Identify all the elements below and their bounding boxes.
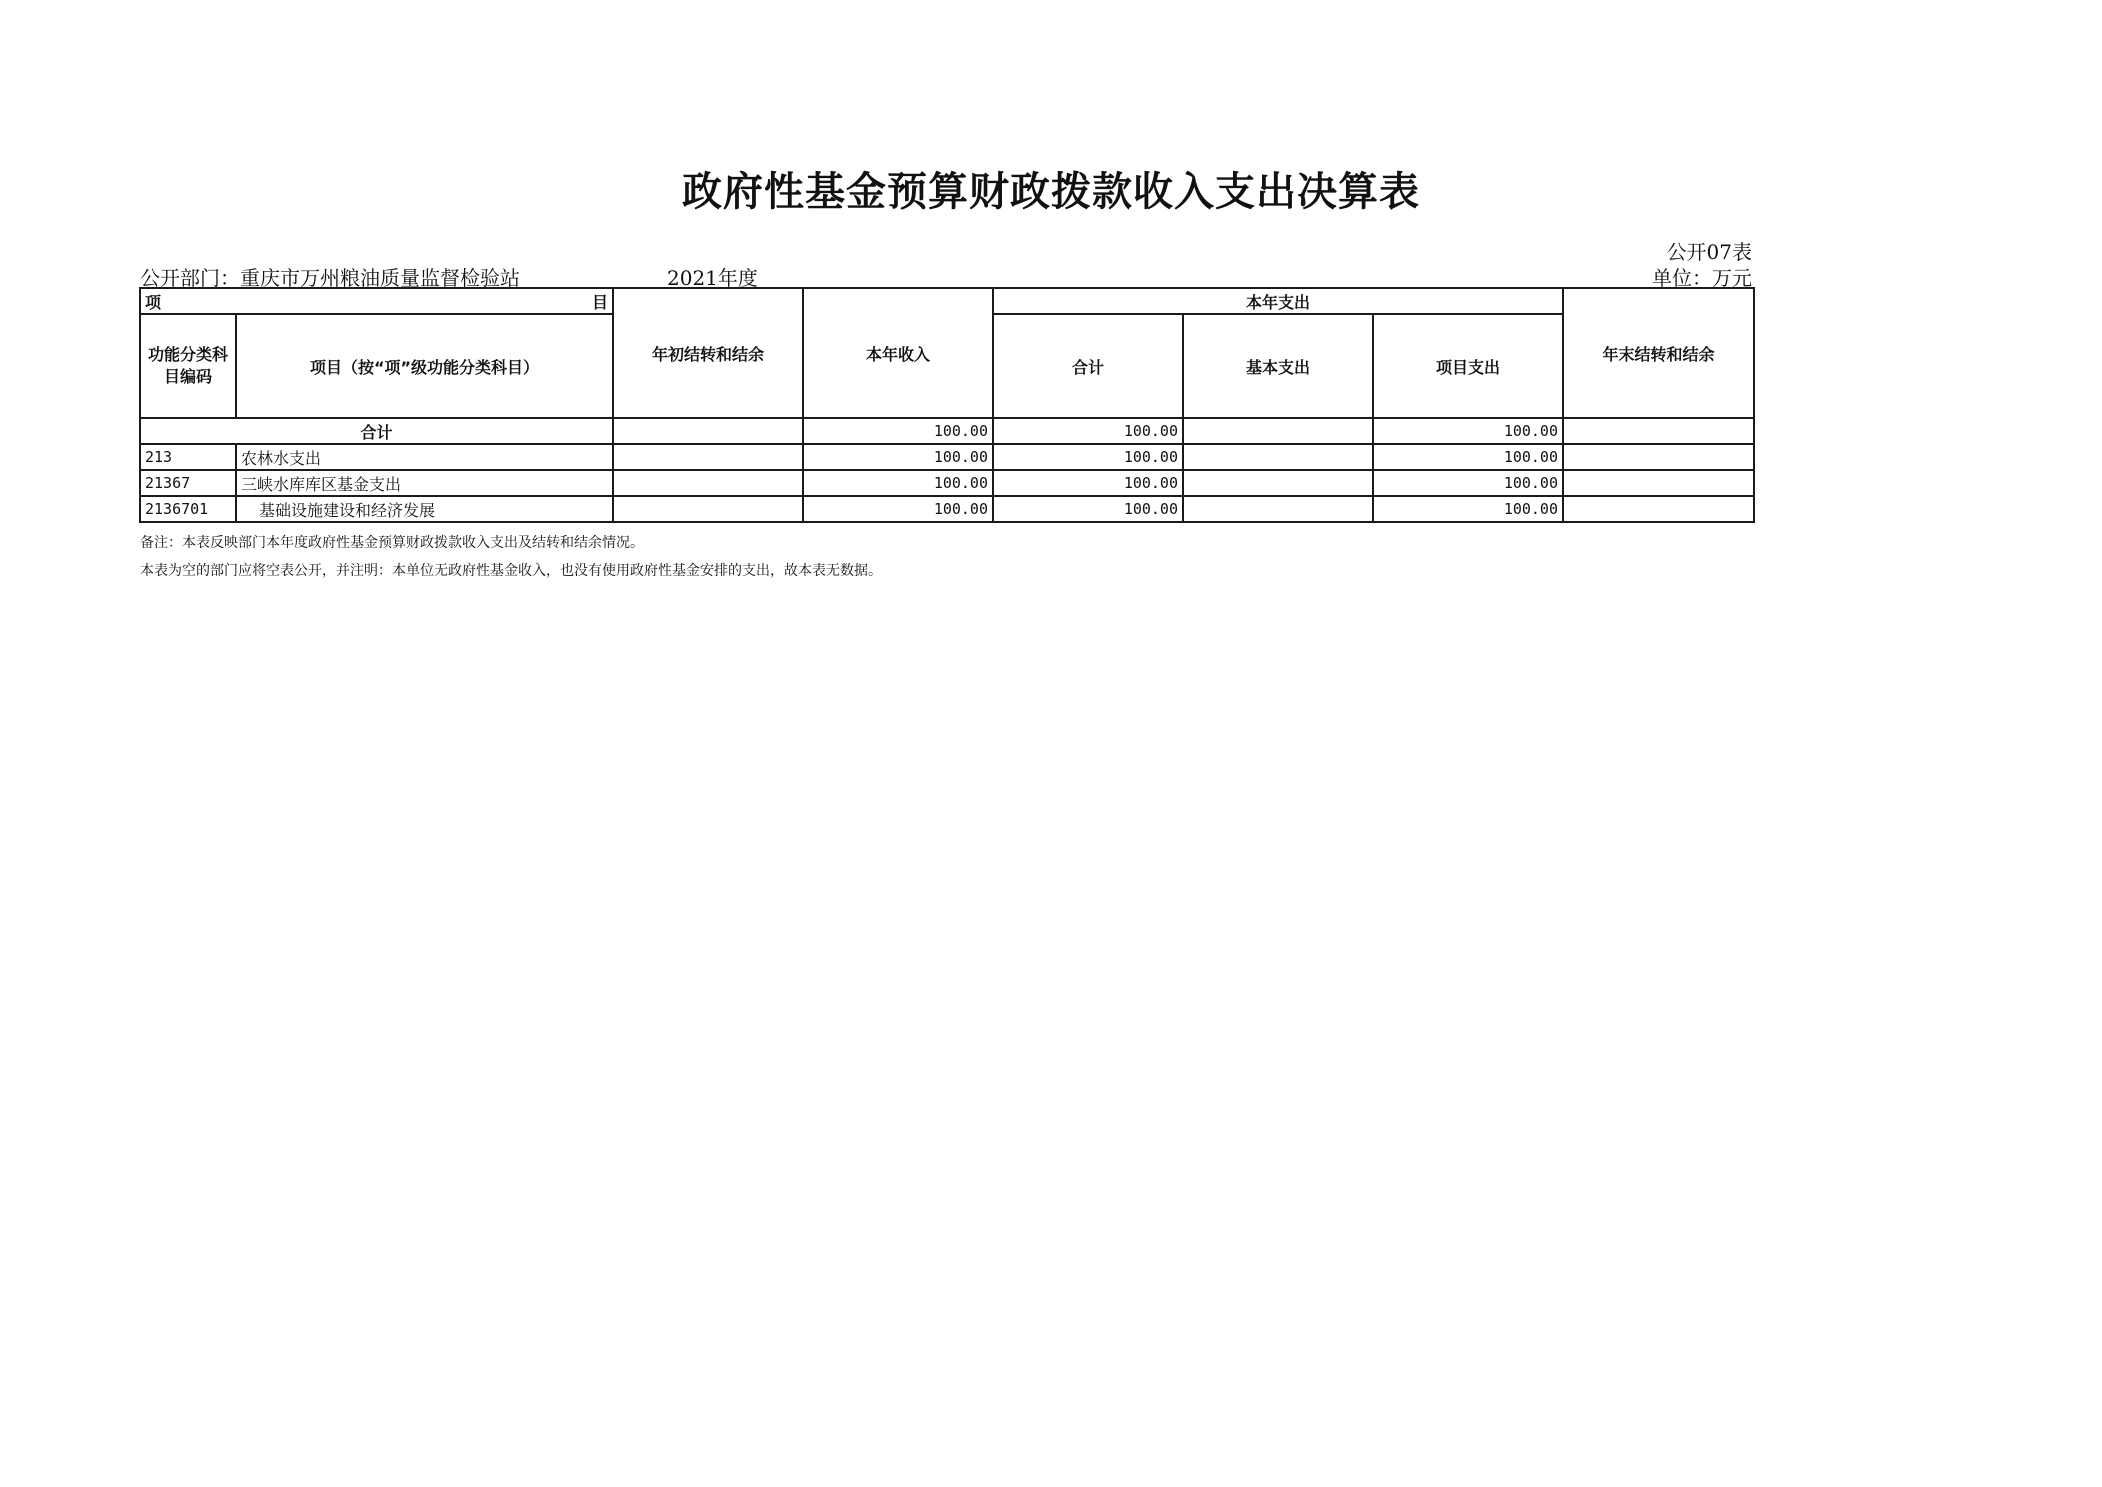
department-name: 公开部门：重庆市万州粮油质量监督检验站: [140, 266, 520, 290]
row-name: 农林水支出: [236, 444, 613, 470]
note-empty-table: 本表为空的部门应将空表公开，并注明：本单位无政府性基金收入，也没有使用政府性基金安排的支出，故本表无数据。: [140, 563, 882, 579]
row-end-cell: [1563, 470, 1754, 496]
unit-label: 单位：万元: [1652, 266, 1752, 290]
row-code: 21367: [140, 470, 236, 496]
row-expense-total-cell: 100.00: [993, 444, 1183, 470]
row-expense-basic-cell: [1183, 444, 1373, 470]
total-begin-cell: [613, 418, 803, 444]
total-expense-basic-cell: [1183, 418, 1373, 444]
row-expense-total-cell: 100.00: [993, 496, 1183, 522]
total-row: [140, 418, 1754, 444]
page-title: 政府性基金预算财政拨款收入支出决算表: [682, 169, 1420, 215]
row-expense-project-cell: 100.00: [1373, 470, 1563, 496]
expense-total-header: 合计: [993, 314, 1183, 418]
row-begin-cell: [613, 496, 803, 522]
item-header-left: 项: [145, 292, 162, 312]
name-column-header: 项目（按“项”级功能分类科目）: [236, 314, 613, 418]
row-income-cell: 100.00: [803, 496, 993, 522]
row-begin-cell: [613, 444, 803, 470]
income-header: 本年收入: [803, 288, 993, 418]
expense-basic-header: 基本支出: [1183, 314, 1373, 418]
item-header-right: 目: [591, 292, 608, 312]
row-expense-basic-cell: [1183, 496, 1373, 522]
code-column-header: 功能分类科目编码: [140, 314, 236, 418]
fiscal-year: 2021年度: [667, 266, 758, 290]
row-income-cell: 100.00: [803, 444, 993, 470]
end-balance-header: 年末结转和结余: [1563, 288, 1754, 418]
table-row: [140, 496, 1754, 522]
row-begin-cell: [613, 470, 803, 496]
row-end-cell: [1563, 444, 1754, 470]
row-expense-project-cell: 100.00: [1373, 496, 1563, 522]
total-expense-total-cell: 100.00: [993, 418, 1183, 444]
form-number: 公开07表: [1666, 240, 1752, 264]
item-header: [140, 288, 613, 314]
total-income-cell: 100.00: [803, 418, 993, 444]
budget-table: [139, 287, 1755, 523]
total-expense-project-cell: 100.00: [1373, 418, 1563, 444]
row-end-cell: [1563, 496, 1754, 522]
note-remark: 备注：本表反映部门本年度政府性基金预算财政拨款收入支出及结转和结余情况。: [140, 535, 644, 551]
total-end-cell: [1563, 418, 1754, 444]
row-expense-basic-cell: [1183, 470, 1373, 496]
row-expense-total-cell: 100.00: [993, 470, 1183, 496]
row-name: 三峡水库库区基金支出: [236, 470, 613, 496]
table-row: [140, 470, 1754, 496]
total-label: 合计: [140, 418, 613, 444]
begin-balance-header: 年初结转和结余: [613, 288, 803, 418]
table-row: [140, 444, 1754, 470]
row-expense-project-cell: 100.00: [1373, 444, 1563, 470]
row-code: 2136701: [140, 496, 236, 522]
row-name: 基础设施建设和经济发展: [236, 496, 613, 522]
expense-group-header: 本年支出: [993, 288, 1563, 314]
row-code: 213: [140, 444, 236, 470]
expense-project-header: 项目支出: [1373, 314, 1563, 418]
row-income-cell: 100.00: [803, 470, 993, 496]
